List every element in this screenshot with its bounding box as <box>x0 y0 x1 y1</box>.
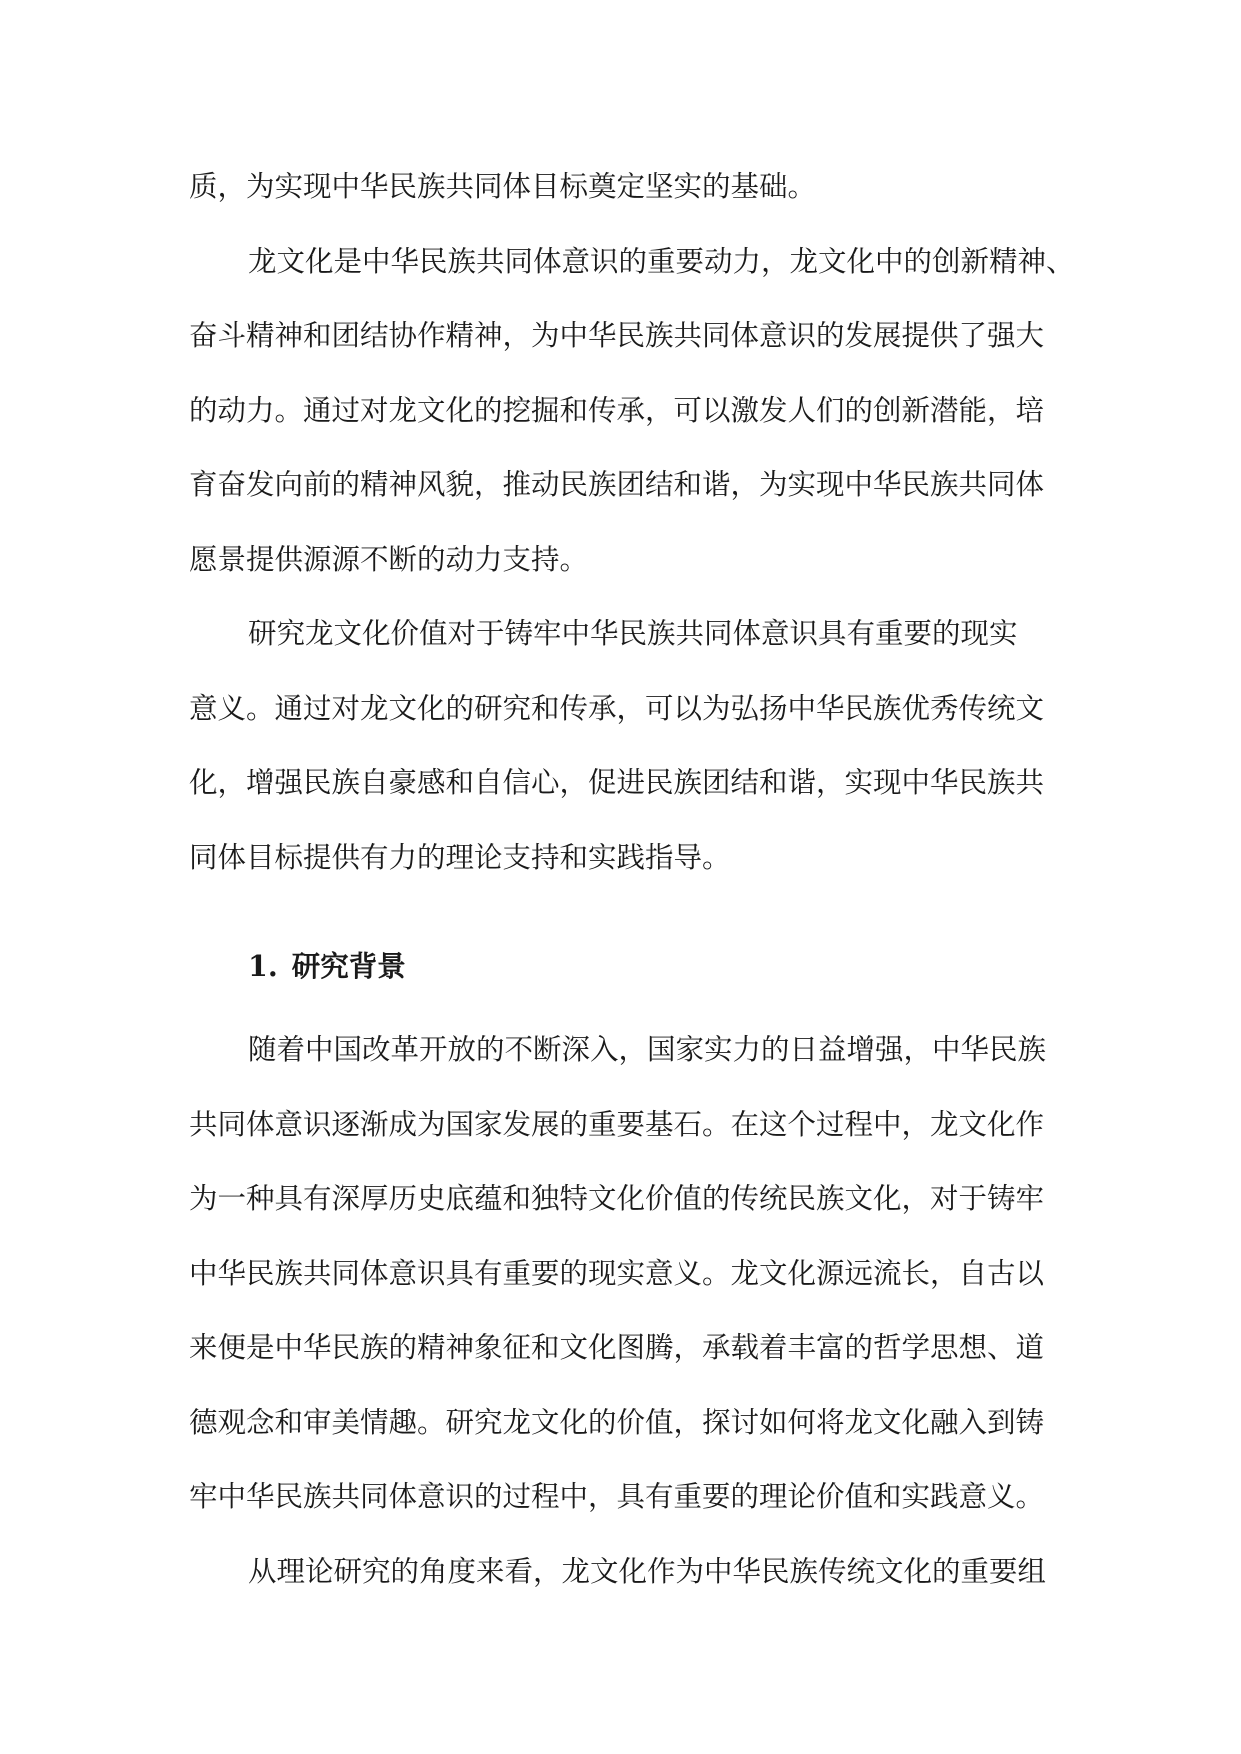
paragraph <box>189 1013 1053 1535</box>
text-line: 德观念和审美情趣。研究龙文化的价值，探讨如何将龙文化融入到铸 <box>189 1405 1045 1439</box>
section-title: 研究背景 <box>291 949 406 983</box>
paragraph-continuation <box>189 150 1053 225</box>
section-heading <box>189 919 1053 1013</box>
text-line: 随着中国改革开放的不断深入，国家实力的日益增强，中华民族 <box>248 1033 1047 1066</box>
text-line: 共同体意识逐渐成为国家发展的重要基石。在这个过程中，龙文化作 <box>189 1107 1045 1141</box>
text-line: 研究龙文化价值对于铸牢中华民族共同体意识具有重要的现实 <box>248 617 1018 650</box>
text-line: 化，增强民族自豪感和自信心，促进民族团结和谐，实现中华民族共 <box>189 766 1045 799</box>
text-line: 从理论研究的角度来看，龙文化作为中华民族传统文化的重要组 <box>248 1554 1047 1588</box>
text-line: 意义。通过对龙文化的研究和传承，可以为弘扬中华民族优秀传统文 <box>189 691 1045 725</box>
paragraph <box>189 1535 1053 1610</box>
text-line: 来便是中华民族的精神象征和文化图腾，承载着丰富的哲学思想、道 <box>189 1331 1045 1364</box>
paragraph <box>189 597 1053 895</box>
text-line: 育奋发向前的精神风貌，推动民族团结和谐，为实现中华民族共同体 <box>189 468 1045 501</box>
text-line: 愿景提供源源不断的动力支持。 <box>189 542 589 576</box>
text-line: 为一种具有深厚历史底蕴和独特文化价值的传统民族文化，对于铸牢 <box>189 1182 1045 1215</box>
section-number: 1. <box>248 949 278 983</box>
text-line: 的动力。通过对龙文化的挖掘和传承，可以激发人们的创新潜能，培 <box>189 393 1045 427</box>
text-line: 中华民族共同体意识具有重要的现实意义。龙文化源远流长，自古以 <box>189 1256 1045 1290</box>
text-line: 质，为实现中华民族共同体目标奠定坚实的基础。 <box>189 170 817 203</box>
document-body <box>189 150 1075 1609</box>
text-line: 龙文化是中华民族共同体意识的重要动力，龙文化中的创新精神、 <box>248 244 1075 278</box>
text-line: 牢中华民族共同体意识的过程中，具有重要的理论价值和实践意义。 <box>189 1480 1045 1513</box>
paragraph <box>189 225 1075 598</box>
section-spacer <box>189 895 1053 919</box>
text-line: 同体目标提供有力的理论支持和实践指导。 <box>189 840 731 874</box>
text-line: 奋斗精神和团结协作精神，为中华民族共同体意识的发展提供了强大 <box>189 319 1045 352</box>
